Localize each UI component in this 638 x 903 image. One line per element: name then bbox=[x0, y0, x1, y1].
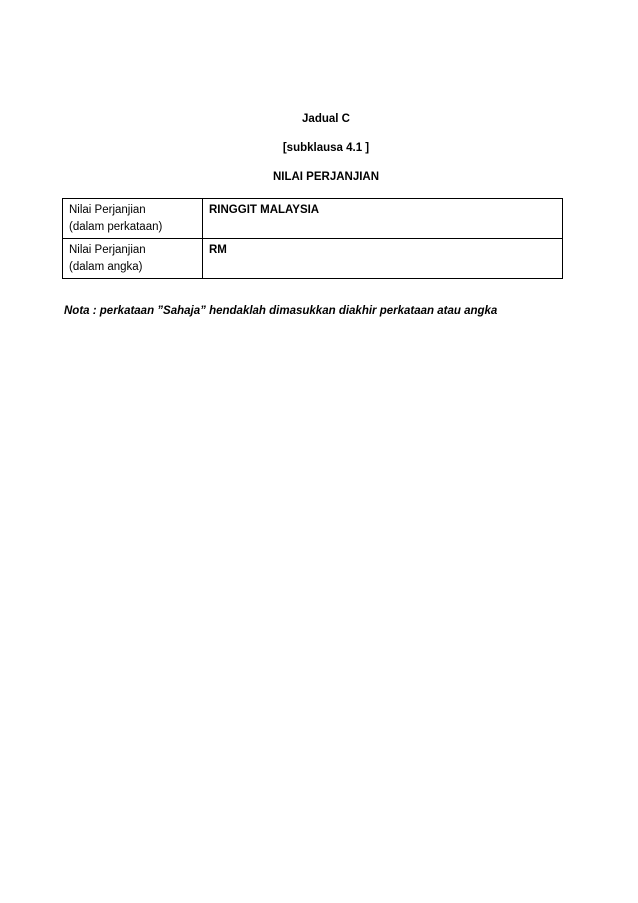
label-line-1: Nilai Perjanjian bbox=[69, 244, 146, 256]
label-line-2: (dalam angka) bbox=[69, 261, 143, 273]
footnote: Nota : perkataan ”Sahaja” hendaklah dimasukkan diakhir perkataan atau angka bbox=[64, 305, 498, 317]
table-row bbox=[63, 199, 563, 239]
label-line-2: (dalam perkataan) bbox=[69, 221, 163, 233]
subclause-reference: [subklausa 4.1 ] bbox=[282, 142, 370, 154]
label-line-1: Nilai Perjanjian bbox=[69, 204, 146, 216]
contract-value-table bbox=[62, 198, 563, 279]
value-in-words-field: RINGGIT MALAYSIA bbox=[203, 199, 563, 239]
row-label-words bbox=[63, 199, 203, 239]
value-in-figures-field: RM bbox=[203, 239, 563, 279]
section-heading: NILAI PERJANJIAN bbox=[272, 171, 380, 183]
table-row bbox=[63, 239, 563, 279]
row-label-figures bbox=[63, 239, 203, 279]
schedule-title: Jadual C bbox=[302, 113, 350, 125]
